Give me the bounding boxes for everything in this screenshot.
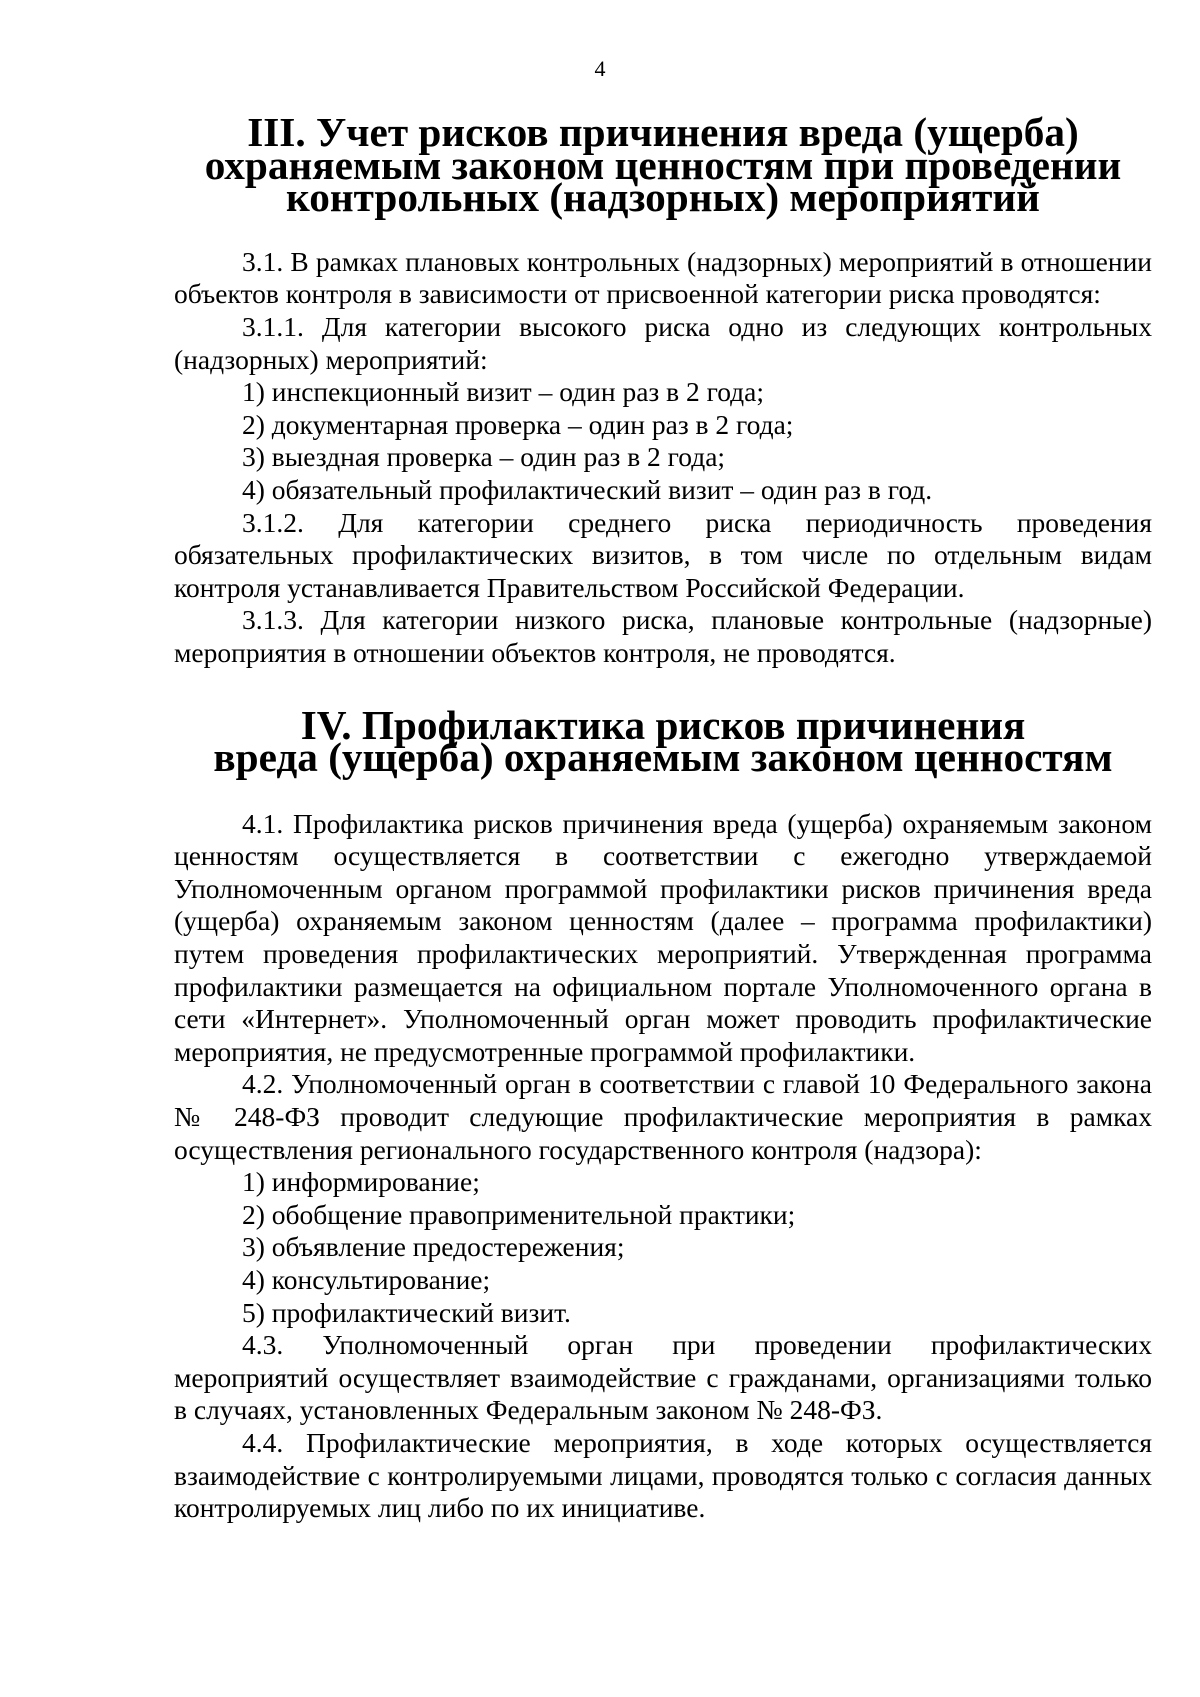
section-3-heading xyxy=(174,109,1152,221)
list-item: 4) консультирование; xyxy=(242,1264,491,1295)
list-item: 2) документарная проверка – один раз в 2 года; xyxy=(242,408,794,440)
section-4-heading-line-1: IV. Профилактика рисков причинения xyxy=(300,701,1026,748)
section-4-heading-line-2: вреда (ущерба) охраняемым законом ценностям xyxy=(213,734,1113,781)
section-3-heading-line-1: III. Учет рисков причинения вреда (ущерба) xyxy=(247,109,1079,155)
list-item: 3) выездная проверка – один раз в 2 года; xyxy=(242,441,726,473)
paragraph-3-1-1: 3.1.1. Для категории высокого риска одно из следующих контрольных (надзорных) мероприятий: xyxy=(174,310,1152,375)
paragraph-4-4: 4.4. Профилактические мероприятия, в ходе которых осуществляется взаимодействие с контролируемыми лицами, проводятся только с согласия данных контролируемых лиц либо по их инициативе. xyxy=(174,1426,1152,1524)
section-3-heading-line-3: контрольных (надзорных) мероприятий xyxy=(286,174,1040,221)
list-item: 3) объявление предостережения; xyxy=(242,1231,625,1263)
page-number: 4 xyxy=(594,56,606,81)
list-item: 2) обобщение правоприменительной практики; xyxy=(242,1198,796,1230)
list-item: 1) инспекционный визит – один раз в 2 года; xyxy=(242,376,765,408)
paragraph-3-1-3: 3.1.3. Для категории низкого риска, плановые контрольные (надзорные) мероприятия в отношении объектов контроля, не проводятся. xyxy=(174,604,1152,668)
list-item: 1) информирование; xyxy=(242,1166,480,1198)
paragraph-4-2: 4.2. Уполномоченный орган в соответствии с главой 10 Федерального закона № 248-ФЗ проводит следующие профилактические мероприятия в рамках осуществления регионального государственного контроля (надзора): xyxy=(174,1068,1152,1165)
section-4-heading xyxy=(174,701,1152,781)
paragraph-4-1: 4.1. Профилактика рисков причинения вреда (ущерба) охраняемым законом ценностям осуществляется в соответствии с ежегодно утверждаемой Уполномоченным органом программой профилактики рисков причинения вреда (ущерба) охраняемым законом ценностям (далее – программа профилактики) путем проведения профилактических мероприятий. Утвержденная программа профилактики размещается на официальном портале Уполномоченного органа в сети «Интернет». Уполномоченный орган может проводить профилактические мероприятия, не предусмотренные программой профилактики. xyxy=(174,807,1152,1067)
section-3-heading-line-2: охраняемым законом ценностям при проведении xyxy=(204,141,1122,188)
paragraph-3-1-2: 3.1.2. Для категории среднего риска периодичность проведения обязательных профилактических визитов, в том числе по отдельным видам контроля устанавливается Правительством Российской Федерации. xyxy=(174,506,1152,603)
paragraph-4-3: 4.3. Уполномоченный орган при проведении профилактических мероприятий осуществляет взаимодействие с гражданами, организациями только в случаях, установленных Федеральным законом № 248-ФЗ. xyxy=(174,1329,1152,1426)
list-item: 4) обязательный профилактический визит – один раз в год. xyxy=(242,473,933,505)
paragraph-3-1: 3.1. В рамках плановых контрольных (надзорных) мероприятий в отношении объектов контроля в зависимости от присвоенной категории риска проводятся: xyxy=(174,245,1152,310)
document-body xyxy=(174,109,1152,1525)
list-item: 5) профилактический визит. xyxy=(242,1296,571,1328)
